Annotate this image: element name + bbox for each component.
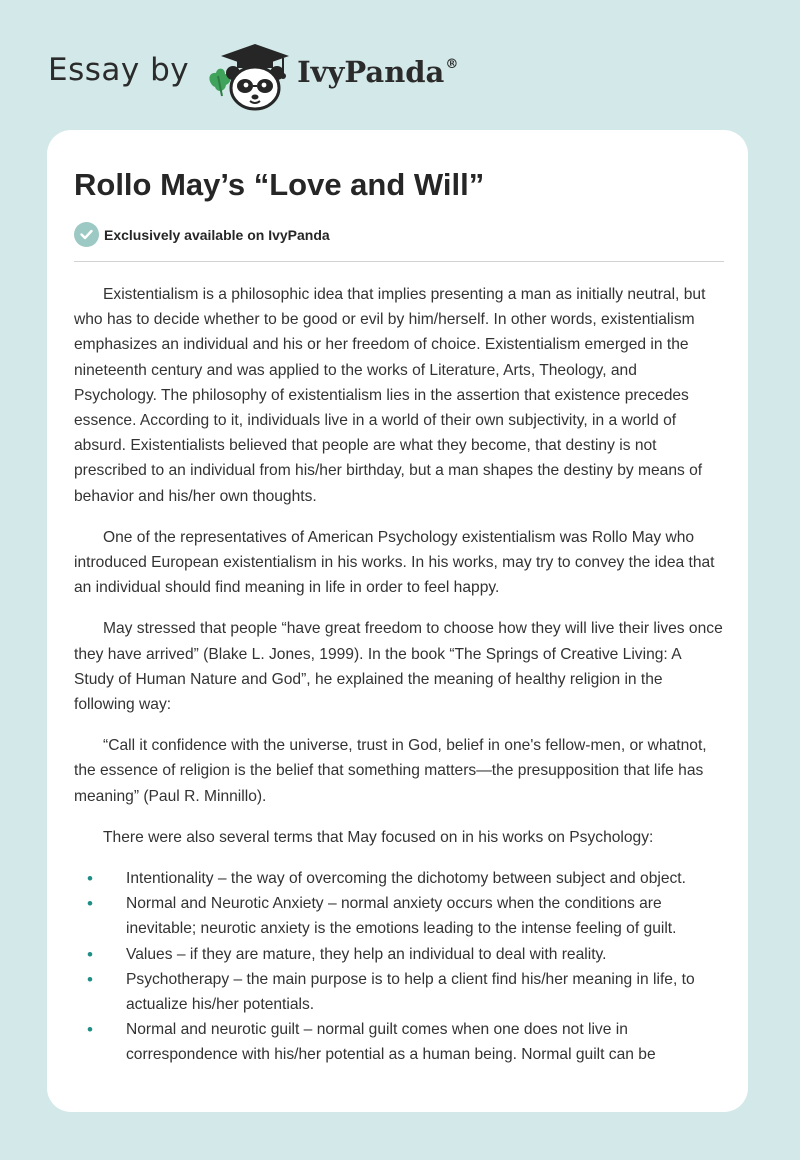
check-icon [74,222,99,247]
list-item: • Psychotherapy – the main purpose is to help a client find his/her meaning in life, to actualize his/her potentials. [74,967,724,1017]
title-divider [74,261,724,262]
list-item: • Normal and Neurotic Anxiety – normal anxiety occurs when the conditions are inevitable; neurotic anxiety is the emotions leading to the intense feeling of guilt. [74,891,724,941]
list-item: • Normal and neurotic guilt – normal guilt comes when one does not live in correspondence with his/her potential as a human being. Normal guilt can be [74,1017,724,1067]
site-header [48,34,458,114]
list-item: • Values – if they are mature, they help an individual to deal with reality. [74,942,724,967]
paragraph: There were also several terms that May focused on in his works on Psychology: [103,828,654,846]
list-item: • Intentionality – the way of overcoming the dichotomy between subject and object. [74,866,724,891]
exclusive-badge [74,222,330,247]
bullet-icon: • [87,869,93,889]
essay-body [74,282,724,1068]
panda-logo-icon[interactable] [203,36,295,112]
quote-paragraph: “Call it confidence with the universe, trust in God, belief in one's fellow-men, or whatnot, the essence of religion is the belief that something matters—the presupposition that life has meaning” (Paul R. Minnillo). [74,737,707,805]
exclusive-label: Exclusively available on IvyPanda [104,226,330,243]
essay-title: Rollo May’s “Love and Will” [74,167,485,202]
bullet-icon: • [87,894,93,914]
bullet-icon: • [87,969,93,989]
terms-list [74,866,724,1068]
brand-prefix: Essay by [48,52,190,88]
brand-name[interactable]: IvyPanda® [297,55,459,89]
bullet-icon: • [87,1020,93,1040]
bullet-icon: • [87,944,93,964]
paragraph: Existentialism is a philosophic idea that implies presenting a man as initially neutral, but who has to decide whether to be good or evil by him/herself. In other words, existentialism emphasizes an individual and his or her freedom of choice. Existentialism emerged in the nineteenth century and was applied to the works of Literature, Arts, Theology, and Psychology. The philosophy of existentialism lies in the assertion that existence precedes essence. According to it, individuals live in a world of their own subjectivity, in a world of absurd. Existentialists believed that people are what they become, that destiny is not prescribed to an individual from his/her birthday, but a man shapes the destiny by means of behavior and his/her own thoughts. [74,286,706,505]
paragraph: May stressed that people “have great freedom to choose how they will live their lives once they have arrived” (Blake L. Jones, 1999). In the book “The Springs of Creative Living: A Study of Human Nature and God”, he explained the meaning of healthy religion in the following way: [74,620,723,714]
essay-card [47,130,748,1112]
paragraph: One of the representatives of American Psychology existentialism was Rollo May who introduced European existentialism in his works. In his works, may try to convey the idea that an individual should find meaning in life in order to feel happy. [74,528,715,597]
